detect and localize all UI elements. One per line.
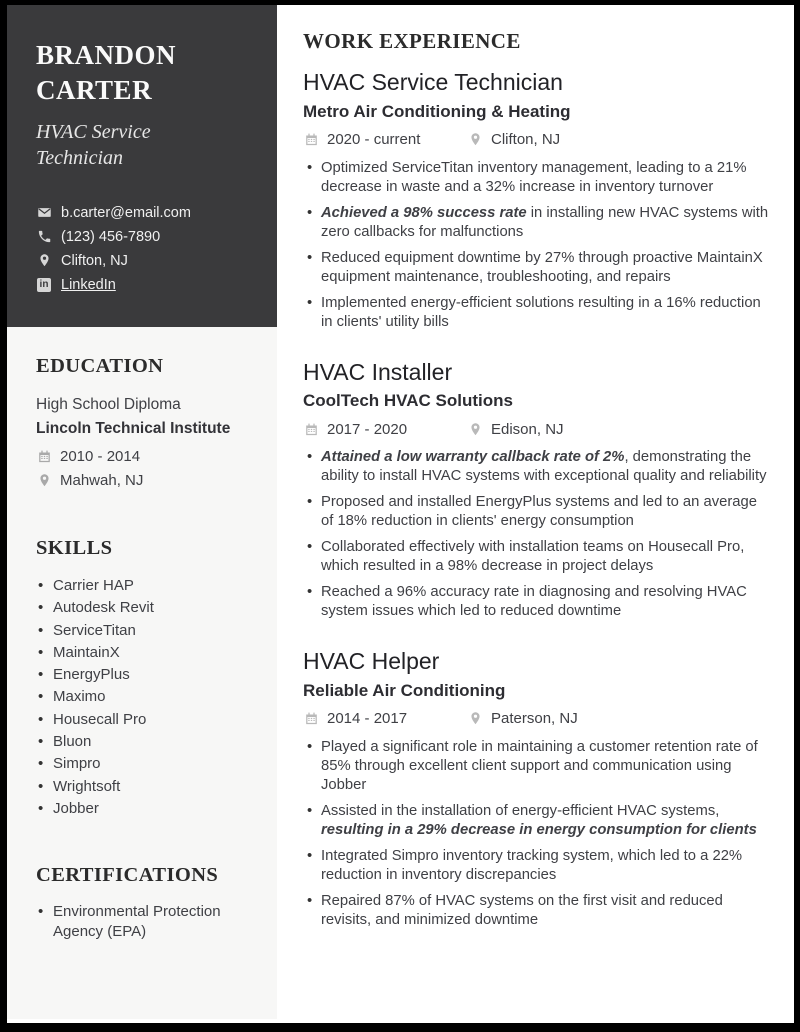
contact-list [36,201,251,297]
location-icon [467,711,483,727]
contact-text[interactable]: LinkedIn [61,276,116,293]
contact-item [36,273,251,297]
job-meta-row [303,418,772,440]
job-bullet [303,892,772,930]
linkedin-icon: in [36,277,52,293]
contact-text: b.carter@email.com [61,204,191,221]
job-dates: 2017 - 2020 [327,420,408,438]
location-icon [467,132,483,148]
job-bullet [303,802,772,840]
envelope-icon [36,205,52,221]
bullet-text: Reduced equipment downtime by 27% through proactive MaintainX equipment maintenance, troubleshooting, and repairs [321,249,763,285]
job-entry [303,69,772,332]
bullet-text: Played a significant role in maintaining a customer retention rate of 85% through excellent client support and communication using Jobber [321,738,758,793]
job-bullets [303,448,772,621]
bullet-text: resulting in a 29% decrease in energy consumption for clients [321,821,757,838]
calendar-icon [303,132,319,148]
job-bullet [303,294,772,332]
work-experience-heading: WORK EXPERIENCE [303,29,521,53]
skill-item: • Bluon [36,731,253,753]
name-line-2: CARTER [36,74,153,105]
skill-item: • Housecall Pro [36,709,253,731]
location-icon [467,421,483,437]
calendar-icon [303,711,319,727]
sidebar [7,5,277,1019]
job-entry [303,648,772,930]
job-company: CoolTech HVAC Solutions [303,391,513,411]
education-dates-row [36,445,253,469]
skill-item: • Simpro [36,753,253,775]
skill-item: • MaintainX [36,642,253,664]
education-location: Mahwah, NJ [60,472,144,490]
skill-item: • Autodesk Revit [36,597,253,619]
skill-item: • EnergyPlus [36,664,253,686]
job-company: Reliable Air Conditioning [303,680,506,700]
person-name [36,38,251,107]
job-bullet [303,448,772,486]
contact-text: Clifton, NJ [61,252,128,269]
jobs-container [303,69,772,930]
job-title: HVAC Installer [303,358,453,385]
bullet-text: , demonstrating the ability to install HVAC systems with exceptional quality and reliability [321,449,767,485]
bullet-text: Reached a 96% accuracy rate in diagnosing and resolving HVAC system issues which led to reduced downtime [321,584,747,620]
job-meta-row [303,129,772,151]
bullet-text: Optimized ServiceTitan inventory management, leading to a 21% decrease in waste and a 32% increase in inventory turnover [321,159,747,195]
bullet-text: Implemented energy-efficient solutions resulting in a 16% reduction in clients' utility bills [321,294,761,330]
education-heading: EDUCATION [36,354,164,377]
certifications-list [36,902,253,942]
job-bullets [303,159,772,332]
location-icon [36,473,52,489]
job-bullet [303,493,772,531]
contact-item [36,225,251,249]
skill-item: • Maximo [36,686,253,708]
job-bullets [303,738,772,930]
job-bullet [303,538,772,576]
calendar-icon [36,449,52,465]
job-entry [303,359,772,622]
skills-heading: SKILLS [36,536,113,559]
bullet-text: Integrated Simpro inventory tracking system, which led to a 22% reduction in inventory discrepancies [321,847,743,883]
job-bullet [303,204,772,242]
phone-icon [36,229,52,245]
job-bullet [303,738,772,795]
certifications-section [7,864,277,942]
education-location-row [36,469,253,493]
education-dates: 2010 - 2014 [60,448,141,466]
main-content [277,5,794,1023]
bullet-text: Proposed and installed EnergyPlus systems and led to an average of 18% reduction in clients' energy consumption [321,494,757,530]
job-bullet [303,847,772,885]
job-title: HVAC Service Technician [303,69,563,95]
job-location: Edison, NJ [491,420,564,438]
job-bullet [303,159,772,197]
skill-item: • Wrightsoft [36,776,253,798]
skill-item: • Jobber [36,798,253,820]
bullet-text: Assisted in the installation of energy-efficient HVAC systems, [321,802,720,819]
name-line-1: BRANDON [36,40,177,70]
education-school: Lincoln Technical Institute [36,419,231,437]
bullet-text: in installing new HVAC systems with zero callbacks for malfunctions [321,204,769,240]
bullet-text: Achieved a 98% success rate [321,204,527,221]
location-icon [36,253,52,269]
bullet-text: Attained a low warranty callback rate of 2% [321,449,625,466]
job-title: HVAC Helper [303,648,440,675]
job-dates: 2020 - current [327,131,421,149]
person-job-title: HVAC Service Technician [36,121,151,170]
skills-list [36,575,253,820]
contact-item [36,249,251,273]
job-location: Paterson, NJ [491,710,578,728]
calendar-icon [303,421,319,437]
education-degree: High School Diploma [36,395,181,413]
job-dates: 2014 - 2017 [327,710,408,728]
contact-text: (123) 456-7890 [61,228,161,245]
certification-item: • Environmental Protection Agency (EPA) [36,902,253,942]
contact-item [36,201,251,225]
job-meta-row [303,708,772,730]
bullet-text: Repaired 87% of HVAC systems on the first visit and reduced revisits, and minimized downtime [321,892,723,928]
certifications-heading: CERTIFICATIONS [36,864,219,887]
skills-section [7,537,277,820]
job-company: Metro Air Conditioning & Heating [303,101,571,121]
job-location: Clifton, NJ [491,131,561,149]
job-bullet [303,249,772,287]
sidebar-header [7,5,277,327]
education-section [7,355,277,493]
skill-item: • ServiceTitan [36,620,253,642]
bullet-text: Collaborated effectively with installation teams on Housecall Pro, which resulted in a 98% decrease in project delays [321,539,745,575]
resume-page [7,5,794,1023]
skill-item: • Carrier HAP [36,575,253,597]
job-bullet [303,583,772,621]
